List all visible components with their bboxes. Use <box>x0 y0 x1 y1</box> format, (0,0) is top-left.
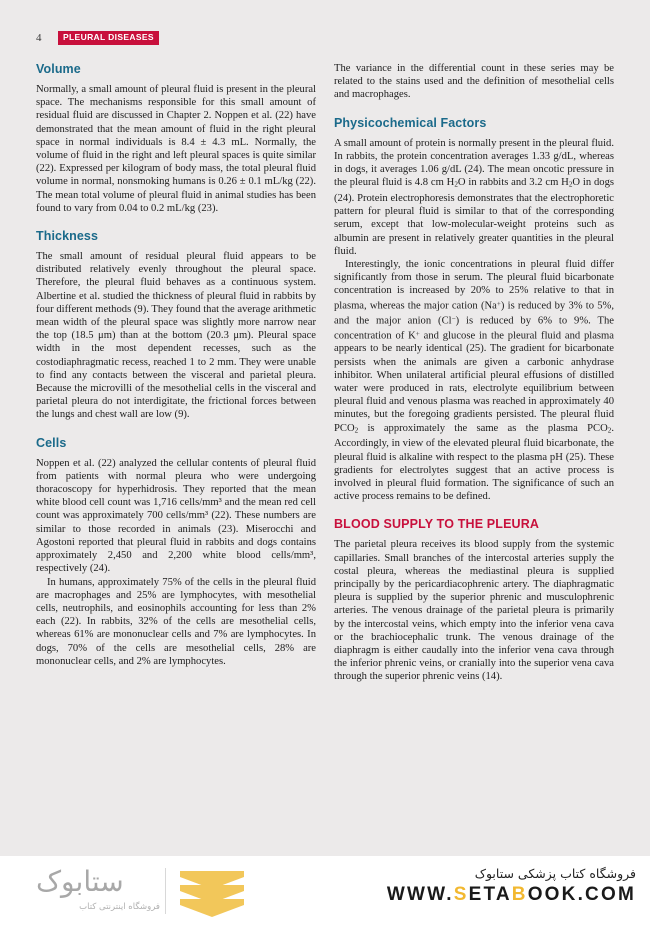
heading-physicochemical-factors: Physicochemical Factors <box>334 115 487 130</box>
ionic-text-c: ) is reduced by 6% to 9%. The concentration of K <box>334 315 614 342</box>
paragraph-cells-2: In humans, approximately 75% of the cells in the pleural fluid are macrophages and 25% are lymphocytes, with mesothelial cells, neutrophils, and eosinophils accounting for less than 2% each (22). In rabbits, 32% of the cells are mesothelial cells, whereas 61% are mononuclear cells and 7% are lymphocytes. In dogs, 70% of the cells are mesothelial cells, 28% are mononuclear cells, and 2% are lymphocytes. <box>36 576 316 667</box>
url-segment-ook-com: OOK.COM <box>527 884 636 905</box>
ionic-text-e: is approximately the same as the plasma PCO <box>358 422 608 434</box>
footer-url[interactable] <box>387 884 636 906</box>
heading-thickness: Thickness <box>36 229 99 244</box>
logo-subtitle: فروشگاه اینترنتی کتاب <box>79 902 160 912</box>
page-number: 4 <box>36 32 42 44</box>
left-column <box>36 62 316 668</box>
heading-cells: Cells <box>36 435 67 450</box>
chloride-superscript: − <box>451 314 456 323</box>
sodium-superscript: + <box>496 299 501 308</box>
protein-text-c: O in dogs (24). Protein electrophoresis demonstrates that the electrophoretic pattern for pleural fluid is similar to that of the corresponding serum, except that low-molecular-weight proteins such as albumin are present in relatively greater quantities in the pleural fluid. <box>334 177 614 257</box>
ionic-text-b: ) is reduced by 3% to 5%, and the major anion (Cl <box>334 300 614 327</box>
pco2-subscript-2: 2 <box>607 426 612 435</box>
h2o-subscript-1: 2 <box>454 180 458 189</box>
running-head-badge: PLEURAL DISEASES <box>58 31 159 45</box>
paragraph-protein <box>334 137 614 258</box>
heading-volume: Volume <box>36 62 81 76</box>
paragraph-volume-1: Normally, a small amount of pleural fluid is present in the pleural space. The mechanisms responsible for this small amount of residual fluid are discussed in Chapter 2. Noppen et al. (22) have demonstrated that the mean amount of fluid in the right pleural space in normal individuals is 8.4 ± 4.3 mL. Normally, the volume of fluid in the right and left pleural spaces is quite similar (22). Expressed per kilogram of body mass, the total pleural fluid volume in normal, nonsmoking humans is 0.26 ± 0.1 mL/kg (22). The mean total volume of pleural fluid in animal studies has been found to vary from 0.04 to 0.2 mL/kg (23). <box>36 84 316 214</box>
h2o-subscript-2: 2 <box>568 180 573 189</box>
protein-text-b: O in rabbits and 3.2 cm H <box>457 177 569 189</box>
url-gold-b: B <box>511 884 528 905</box>
protein-text-a: A small amount of protein is normally present in the pleural fluid. In rabbits, the protein concentration averages 1.33 g/dL, whereas in dogs, it averages 1.06 g/dL (24). The mean oncotic pressure in the pleural fluid is 4.8 cm H <box>334 137 614 189</box>
footer-tagline: فروشگاه کتاب پزشکی ستابوک <box>474 866 636 881</box>
setabook-logo <box>34 864 254 922</box>
heading-blood-supply-to-the-pleura: BLOOD SUPPLY TO THE PLEURA <box>334 517 540 532</box>
paragraph-cells-1: Noppen et al. (22) analyzed the cellular contents of pleural fluid from patients with normal pleura who were undergoing thoracoscopy for hyperhidrosis. They reported that the mean white blood cell count was 1,716 cells/mm³ and the mean red cell count was approximately 700 cells/mm³ (22). These numbers are similar to those recorded in animals (23). Miserocchi and Agostoni reported that pleural fluid in rabbits and dogs contains approximately 2,450 and 2,200 white blood cells/mm³, respectively (24). <box>36 457 316 575</box>
ionic-text-d: and glucose in the pleural fluid and plasma appears to be nearly identical (25). The gradient for bicarbonate persists when the animals are given a carbonic anhydrase inhibitor. When unilateral artificial pleural effusions of distilled water were produced in rats, electrolyte equilibrium between pleural fluid and venous plasma was reached in approximately 40 minutes, but the foregoing gradients persisted. The pleural fluid PCO <box>334 330 614 434</box>
url-segment-www: WWW. <box>386 884 454 905</box>
logo-divider <box>165 868 166 914</box>
potassium-superscript: + <box>415 329 420 338</box>
ionic-text-f: . Accordingly, in view of the elevated pleural fluid bicarbonate, the pleural fluid is alkaline with respect to the plasma pH (25). These gradients for electrolytes suggest that an active process is involved in pleural fluid formation. The significance of such an active process remains to be defined. <box>334 422 614 503</box>
page-content <box>36 30 614 840</box>
chevron-stack-icon <box>176 869 248 922</box>
url-gold-s: S <box>453 884 469 905</box>
footer-branding <box>387 866 636 906</box>
paragraph-blood-supply-1: The parietal pleura receives its blood supply from the systemic capillaries. Small branches of the intercostal arteries supply the costal pleura, whereas the mediastinal pleura is supplied principally by the pericardiacophrenic artery. The diaphragmatic pleura is supplied by the superior phrenic and musculophrenic arteries. The venous drainage of the parietal pleura is primarily by the intercostal veins, which empty into the inferior vena cava or the brachiocephalic trunk. The venous drainage of the diaphragm is either caudally into the inferior vena cava through the inferior phrenic veins, or cranially into the superior vena cava through the superior phrenic veins (14). <box>334 539 614 683</box>
paragraph-variance: The variance in the differential count in these series may be related to the stains used and the definition of mesothelial cells and macrophages. <box>334 63 614 101</box>
running-head <box>36 30 614 46</box>
footer-watermark <box>0 856 650 929</box>
logo-wordmark: ستابوک <box>36 865 124 898</box>
paragraph-thickness-1: The small amount of residual pleural fluid appears to be distributed relatively evenly throughout the pleural space. Therefore, the pleural fluid behaves as a continuous system. Albertine et al. studied the thickness of pleural fluid in rabbits by four different methods (9). They found that the average arithmetic mean width of the pleural space was slightly more narrow near the top (18.5 μm) than at the bottom (20.3 μm). Pleural space width in the most dependent recesses, such as the costodiaphragmatic recess, reached 1 to 2 mm. They were unable to find any contacts between the visceral and parietal pleura. Because the microvilli of the mesothelial cells in the visceral and parietal pleura do not interdigitate, the frictional forces between the lungs and chest wall are low (9). <box>36 251 316 421</box>
ionic-text-a: Interestingly, the ionic concentrations in pleural fluid differ significantly from those in serum. The pleural fluid bicarbonate concentration is increased by 20% to 25% relative to that in plasma, whereas the major cation (Na <box>334 259 614 312</box>
pco2-subscript-1: 2 <box>354 426 359 435</box>
paragraph-ionic <box>334 258 614 503</box>
url-segment-eta: ETA <box>468 884 512 905</box>
two-column-layout <box>36 62 614 684</box>
right-column <box>334 62 614 684</box>
